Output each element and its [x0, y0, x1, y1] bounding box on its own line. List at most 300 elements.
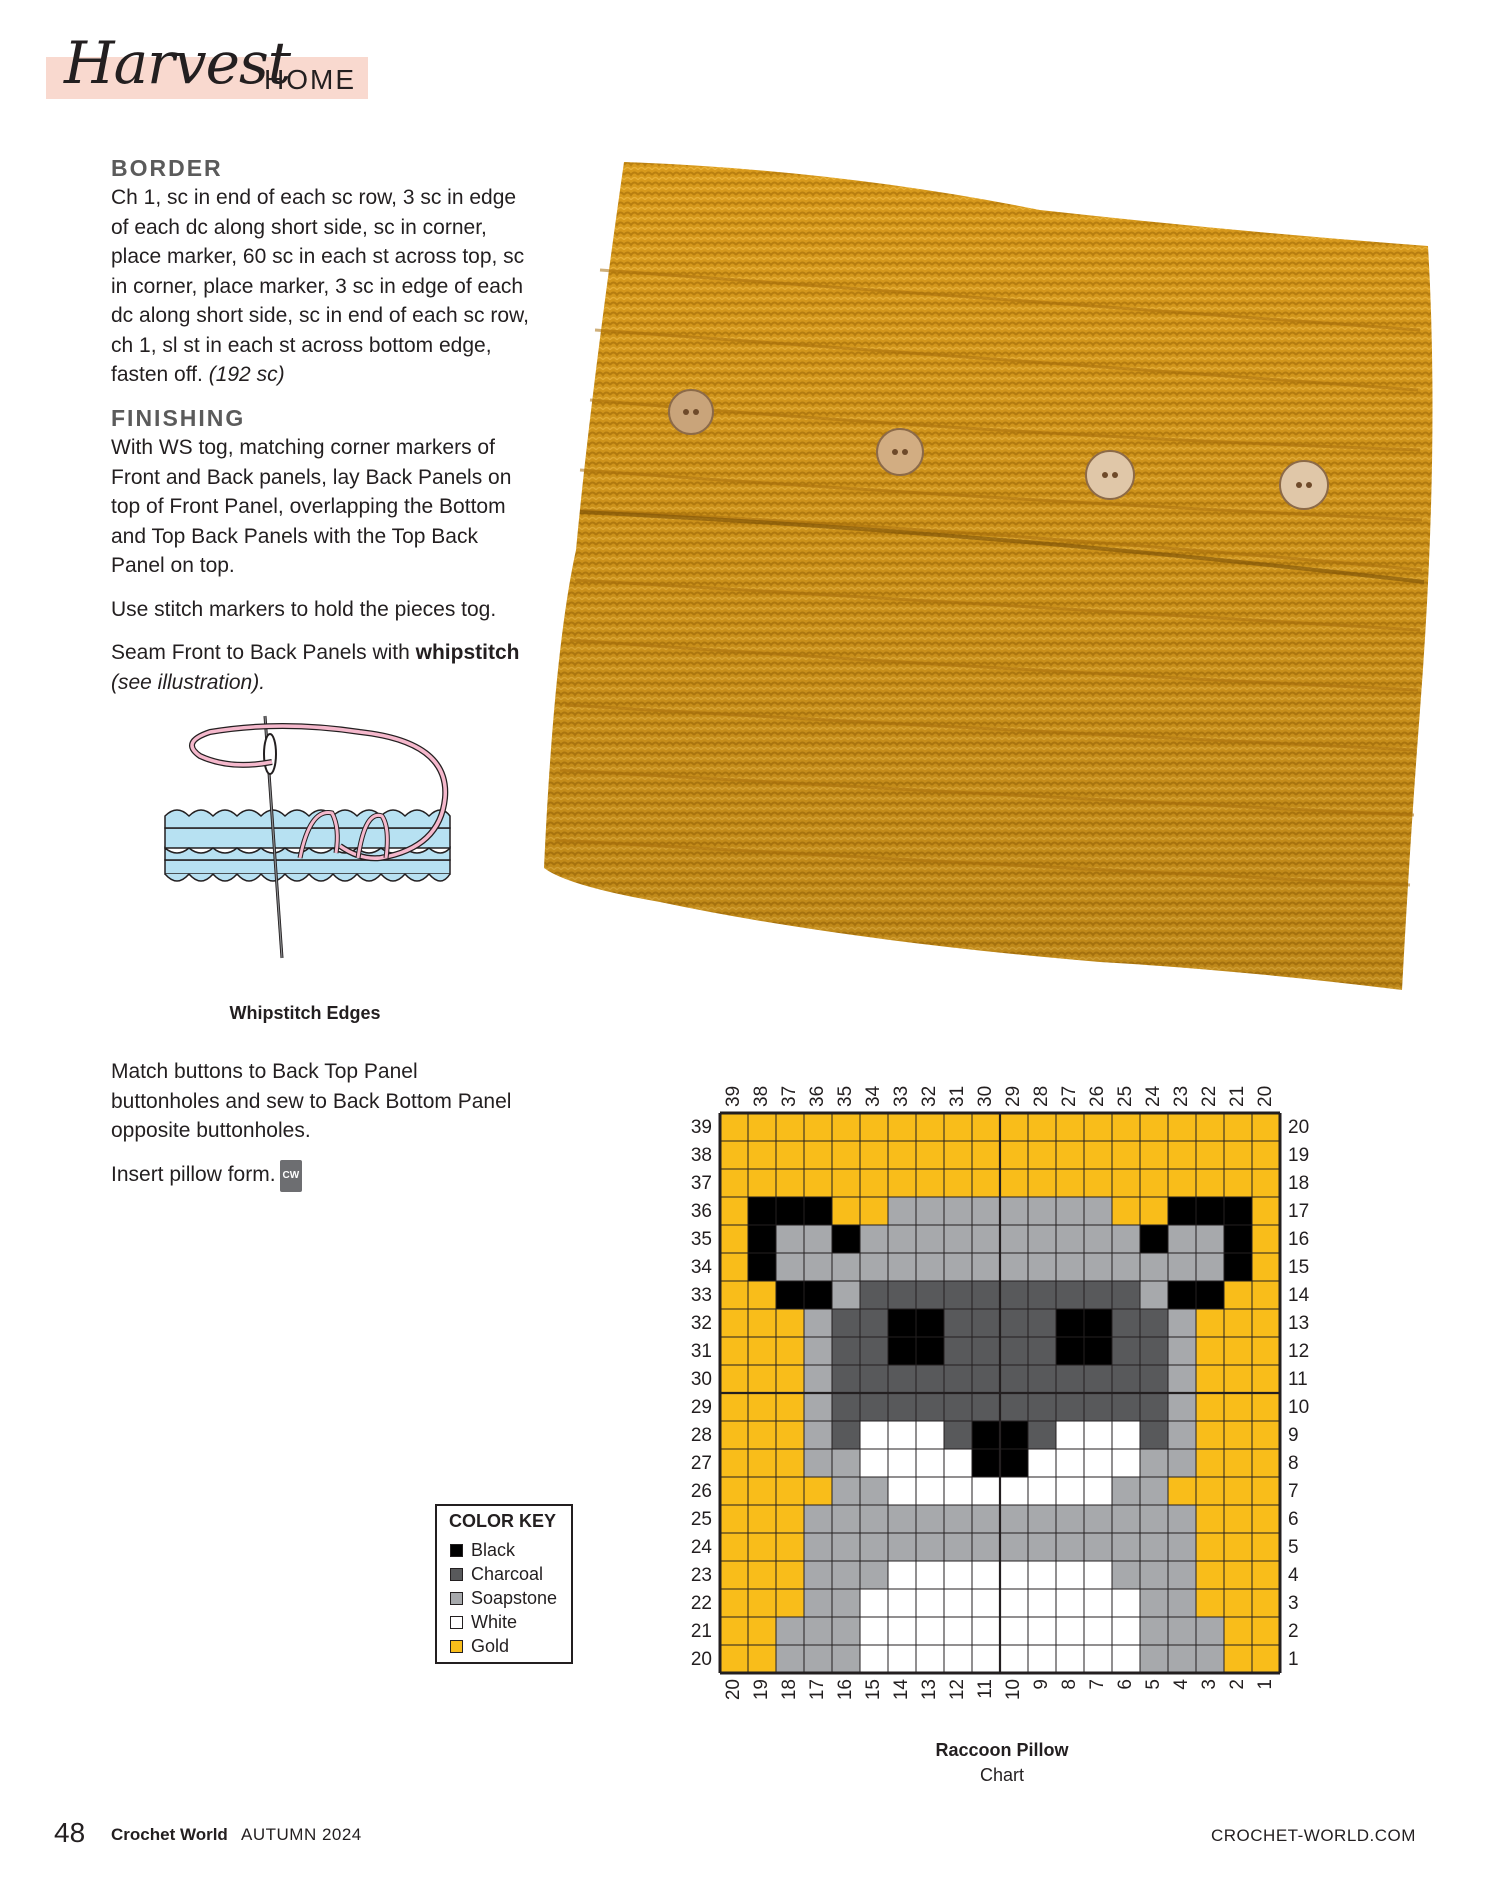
- chart-col-label-top: 27: [1059, 1085, 1081, 1107]
- chart-cell: [776, 1617, 804, 1645]
- color-key-item-white: [450, 1610, 517, 1634]
- chart-cell: [888, 1421, 916, 1449]
- chart-cell: [1168, 1141, 1196, 1169]
- chart-cell: [1196, 1281, 1224, 1309]
- chart-row-label-left: 34: [690, 1257, 712, 1279]
- chart-row-label-left: 37: [690, 1173, 712, 1195]
- chart-cell: [1252, 1393, 1280, 1421]
- chart-cell: [1028, 1253, 1056, 1281]
- chart-cell: [1196, 1337, 1224, 1365]
- chart-cell: [1112, 1281, 1140, 1309]
- chart-cell: [1000, 1225, 1028, 1253]
- chart-cell: [832, 1309, 860, 1337]
- finishing-heading: FINISHING: [111, 405, 246, 431]
- chart-cell: [720, 1309, 748, 1337]
- chart-cell: [1084, 1393, 1112, 1421]
- chart-cell: [776, 1169, 804, 1197]
- chart-cell: [776, 1421, 804, 1449]
- chart-cell: [832, 1225, 860, 1253]
- chart-cell: [972, 1533, 1000, 1561]
- chart-row-label-left: 20: [690, 1649, 712, 1671]
- chart-cell: [804, 1421, 832, 1449]
- chart-cell: [776, 1533, 804, 1561]
- chart-cell: [1168, 1561, 1196, 1589]
- chart-row-label-right: 15: [1288, 1257, 1310, 1279]
- chart-cell: [860, 1253, 888, 1281]
- color-key-item-gold: [450, 1634, 509, 1658]
- section-title-home: HOME: [264, 64, 356, 95]
- chart-cell: [776, 1113, 804, 1141]
- chart-cell: [1056, 1225, 1084, 1253]
- chart-cell: [776, 1225, 804, 1253]
- chart-cell: [1224, 1337, 1252, 1365]
- chart-col-label-top: 28: [1031, 1085, 1053, 1107]
- chart-cell: [860, 1477, 888, 1505]
- chart-cell: [860, 1393, 888, 1421]
- chart-col-label-top: 38: [751, 1085, 773, 1107]
- chart-cell: [1196, 1645, 1224, 1673]
- chart-cell: [1252, 1281, 1280, 1309]
- chart-cell: [776, 1141, 804, 1169]
- chart-cell: [916, 1421, 944, 1449]
- chart-cell: [888, 1561, 916, 1589]
- chart-cell: [1112, 1421, 1140, 1449]
- chart-cell: [748, 1365, 776, 1393]
- chart-cell: [944, 1505, 972, 1533]
- chart-cell: [972, 1365, 1000, 1393]
- chart-cell: [916, 1477, 944, 1505]
- chart-cell: [944, 1617, 972, 1645]
- chart-cell: [832, 1169, 860, 1197]
- chart-cell: [944, 1589, 972, 1617]
- chart-cell: [1056, 1253, 1084, 1281]
- chart-row-label-left: 35: [690, 1229, 712, 1251]
- chart-cell: [832, 1421, 860, 1449]
- chart-cell: [776, 1281, 804, 1309]
- chart-cell: [1028, 1477, 1056, 1505]
- chart-cell: [832, 1141, 860, 1169]
- chart-row-label-right: 19: [1288, 1145, 1310, 1167]
- chart-cell: [1000, 1141, 1028, 1169]
- chart-col-label-bottom: 10: [1003, 1679, 1025, 1701]
- chart-cell: [748, 1617, 776, 1645]
- chart-cell: [944, 1141, 972, 1169]
- chart-row-label-right: 8: [1288, 1453, 1299, 1475]
- chart-cell: [1252, 1169, 1280, 1197]
- chart-title: Raccoon Pillow: [935, 1740, 1069, 1760]
- chart-cell: [1224, 1141, 1252, 1169]
- chart-col-label-top: 36: [807, 1085, 829, 1107]
- chart-row-label-right: 12: [1288, 1341, 1310, 1363]
- chart-cell: [1252, 1197, 1280, 1225]
- chart-cell: [832, 1589, 860, 1617]
- chart-cell: [748, 1421, 776, 1449]
- chart-cell: [1056, 1533, 1084, 1561]
- chart-cell: [804, 1281, 832, 1309]
- chart-cell: [1056, 1309, 1084, 1337]
- chart-cell: [804, 1197, 832, 1225]
- chart-cell: [1112, 1645, 1140, 1673]
- chart-cell: [916, 1505, 944, 1533]
- chart-row-label-right: 6: [1288, 1509, 1299, 1531]
- chart-cell: [1084, 1309, 1112, 1337]
- chart-cell: [972, 1225, 1000, 1253]
- chart-cell: [804, 1393, 832, 1421]
- chart-cell: [1084, 1533, 1112, 1561]
- chart-cell: [720, 1393, 748, 1421]
- chart-cell: [1000, 1477, 1028, 1505]
- chart-cell: [776, 1645, 804, 1673]
- chart-cell: [1224, 1225, 1252, 1253]
- chart-cell: [1056, 1169, 1084, 1197]
- chart-cell: [1084, 1169, 1112, 1197]
- chart-cell: [1000, 1421, 1028, 1449]
- chart-cell: [860, 1365, 888, 1393]
- chart-cell: [1112, 1169, 1140, 1197]
- chart-row-label-left: 39: [690, 1117, 712, 1139]
- chart-cell: [944, 1365, 972, 1393]
- chart-cell: [748, 1505, 776, 1533]
- chart-cell: [1084, 1197, 1112, 1225]
- chart-subtitle: Chart: [979, 1765, 1024, 1785]
- chart-cell: [1028, 1169, 1056, 1197]
- chart-cell: [944, 1197, 972, 1225]
- chart-col-label-bottom: 4: [1171, 1679, 1193, 1690]
- finishing-paragraph-1: With WS tog, matching corner markers of Front and Back panels, lay Back Panels on top of Front Panel, overlapping the Bottom and Top Back Panels with the Top Back Panel on top.: [111, 436, 512, 577]
- color-key-label: Gold: [471, 1635, 510, 1656]
- chart-cell: [1000, 1393, 1028, 1421]
- chart-cell: [888, 1253, 916, 1281]
- chart-cell: [1140, 1113, 1168, 1141]
- chart-cell: [832, 1113, 860, 1141]
- chart-cell: [804, 1645, 832, 1673]
- chart-cell: [1140, 1309, 1168, 1337]
- chart-cell: [1056, 1645, 1084, 1673]
- chart-col-label-top: 30: [975, 1085, 997, 1107]
- chart-cell: [748, 1197, 776, 1225]
- chart-cell: [1140, 1533, 1168, 1561]
- chart-cell: [1056, 1365, 1084, 1393]
- chart-cell: [1000, 1505, 1028, 1533]
- website-url: CROCHET-WORLD.COM: [1211, 1826, 1416, 1845]
- chart-cell: [1028, 1449, 1056, 1477]
- chart-row-label-right: 4: [1288, 1565, 1299, 1587]
- chart-cell: [1112, 1533, 1140, 1561]
- chart-cell: [1140, 1477, 1168, 1505]
- chart-cell: [1196, 1393, 1224, 1421]
- chart-cell: [972, 1197, 1000, 1225]
- chart-col-label-bottom: 17: [807, 1679, 829, 1701]
- finishing-paragraph-3: [111, 638, 531, 697]
- chart-cell: [1252, 1533, 1280, 1561]
- chart-cell: [1084, 1337, 1112, 1365]
- chart-cell: [1112, 1113, 1140, 1141]
- chart-cell: [916, 1225, 944, 1253]
- chart-cell: [860, 1561, 888, 1589]
- chart-cell: [860, 1113, 888, 1141]
- finishing-paragraph-5: [111, 1160, 531, 1192]
- chart-col-label-top: 24: [1143, 1085, 1165, 1107]
- chart-cell: [888, 1309, 916, 1337]
- chart-cell: [944, 1281, 972, 1309]
- chart-col-label-top: 21: [1227, 1085, 1249, 1107]
- chart-cell: [804, 1449, 832, 1477]
- chart-cell: [804, 1589, 832, 1617]
- chart-cell: [1252, 1141, 1280, 1169]
- chart-cell: [1140, 1281, 1168, 1309]
- chart-row-label-left: 31: [690, 1341, 712, 1363]
- chart-cell: [888, 1533, 916, 1561]
- page-number: 48: [54, 1817, 86, 1848]
- chart-cell: [832, 1561, 860, 1589]
- chart-cell: [776, 1309, 804, 1337]
- chart-cell: [832, 1645, 860, 1673]
- chart-col-label-bottom: 13: [919, 1679, 941, 1701]
- chart-cell: [720, 1449, 748, 1477]
- chart-cell: [1112, 1477, 1140, 1505]
- chart-cell: [888, 1197, 916, 1225]
- chart-cell: [944, 1393, 972, 1421]
- chart-cell: [916, 1169, 944, 1197]
- chart-cell: [1224, 1561, 1252, 1589]
- chart-row-label-right: 16: [1288, 1229, 1310, 1251]
- chart-cell: [1140, 1197, 1168, 1225]
- chart-cell: [1112, 1309, 1140, 1337]
- chart-cell: [832, 1281, 860, 1309]
- chart-cell: [1196, 1561, 1224, 1589]
- chart-row-label-right: 10: [1288, 1397, 1310, 1419]
- chart-cell: [776, 1589, 804, 1617]
- chart-cell: [1252, 1617, 1280, 1645]
- chart-cell: [860, 1645, 888, 1673]
- chart-cell: [1028, 1589, 1056, 1617]
- chart-cell: [1112, 1617, 1140, 1645]
- chart-cell: [916, 1281, 944, 1309]
- chart-cell: [832, 1449, 860, 1477]
- chart-row-label-right: 14: [1288, 1285, 1310, 1307]
- chart-cell: [776, 1365, 804, 1393]
- chart-cell: [748, 1113, 776, 1141]
- chart-cell: [1196, 1365, 1224, 1393]
- chart-cell: [972, 1617, 1000, 1645]
- chart-cell: [1140, 1505, 1168, 1533]
- chart-cell: [804, 1169, 832, 1197]
- chart-row-label-right: 5: [1288, 1537, 1299, 1559]
- chart-cell: [1140, 1169, 1168, 1197]
- chart-cell: [720, 1337, 748, 1365]
- chart-cell: [1084, 1561, 1112, 1589]
- chart-row-label-right: 2: [1288, 1621, 1299, 1643]
- border-instructions: [111, 183, 531, 390]
- chart-col-label-top: 22: [1199, 1085, 1221, 1107]
- chart-col-label-bottom: 20: [723, 1679, 745, 1701]
- chart-cell: [1140, 1365, 1168, 1393]
- finishing-paragraph-2: Use stitch markers to hold the pieces tog.: [111, 598, 497, 621]
- chart-cell: [1084, 1617, 1112, 1645]
- chart-cell: [832, 1197, 860, 1225]
- chart-col-label-top: 29: [1003, 1085, 1025, 1107]
- chart-cell: [1000, 1169, 1028, 1197]
- chart-cell: [944, 1113, 972, 1141]
- chart-cell: [916, 1533, 944, 1561]
- chart-cell: [1196, 1505, 1224, 1533]
- color-key: [435, 1504, 573, 1664]
- chart-cell: [804, 1113, 832, 1141]
- chart-col-label-bottom: 2: [1227, 1679, 1249, 1690]
- chart-cell: [1252, 1505, 1280, 1533]
- chart-cell: [1140, 1617, 1168, 1645]
- chart-gridlines: [720, 1113, 1280, 1673]
- chart-cell: [1112, 1141, 1140, 1169]
- color-key-label: Charcoal: [471, 1563, 544, 1584]
- chart-cell: [720, 1645, 748, 1673]
- chart-cell: [916, 1393, 944, 1421]
- chart-cell: [1028, 1197, 1056, 1225]
- chart-cell: [720, 1281, 748, 1309]
- chart-cell: [804, 1533, 832, 1561]
- chart-col-label-top: 37: [779, 1085, 801, 1107]
- chart-cell: [944, 1253, 972, 1281]
- chart-cell: [972, 1281, 1000, 1309]
- chart-cell: [1140, 1253, 1168, 1281]
- seam-text: Seam Front to Back Panels with: [111, 641, 416, 664]
- chart-cell: [1224, 1281, 1252, 1309]
- chart-cell: [888, 1169, 916, 1197]
- chart-cell: [888, 1113, 916, 1141]
- chart-col-label-top: 39: [723, 1085, 745, 1107]
- swatch-gold: [450, 1640, 463, 1653]
- chart-cell: [916, 1589, 944, 1617]
- chart-cell: [1028, 1337, 1056, 1365]
- swatch-black: [450, 1544, 463, 1557]
- chart-cell: [916, 1337, 944, 1365]
- chart-cell: [860, 1281, 888, 1309]
- chart-cell: [1140, 1393, 1168, 1421]
- chart-cell: [1168, 1393, 1196, 1421]
- chart-cell: [1196, 1533, 1224, 1561]
- chart-cell: [748, 1561, 776, 1589]
- chart-cell: [804, 1477, 832, 1505]
- chart-cell: [804, 1337, 832, 1365]
- chart-cell: [1140, 1645, 1168, 1673]
- chart-cell: [1252, 1113, 1280, 1141]
- chart-cell: [1140, 1421, 1168, 1449]
- chart-cell: [1056, 1141, 1084, 1169]
- magazine-name: Crochet World: [111, 1825, 228, 1844]
- chart-cell: [804, 1505, 832, 1533]
- chart-cell: [1196, 1477, 1224, 1505]
- chart-cell: [1084, 1449, 1112, 1477]
- chart-cell: [1168, 1253, 1196, 1281]
- insert-pillow-text: Insert pillow form.: [111, 1163, 276, 1186]
- chart-cell: [720, 1141, 748, 1169]
- chart-cell: [1000, 1337, 1028, 1365]
- chart-cell: [1084, 1365, 1112, 1393]
- chart-cell: [720, 1253, 748, 1281]
- chart-cell: [1196, 1141, 1224, 1169]
- chart-cell: [944, 1477, 972, 1505]
- chart-col-label-top: 33: [891, 1085, 913, 1107]
- chart-cell: [1028, 1309, 1056, 1337]
- chart-col-label-bottom: 1: [1255, 1679, 1277, 1690]
- chart-cell: [1028, 1561, 1056, 1589]
- chart-cell: [916, 1617, 944, 1645]
- chart-cell: [1140, 1337, 1168, 1365]
- chart-row-label-left: 25: [690, 1509, 712, 1531]
- chart-col-label-bottom: 11: [975, 1679, 997, 1699]
- chart-cell: [860, 1505, 888, 1533]
- chart-cell: [832, 1337, 860, 1365]
- chart-cell: [860, 1589, 888, 1617]
- chart-cell: [1112, 1337, 1140, 1365]
- chart-cell: [916, 1197, 944, 1225]
- chart-cell: [1224, 1533, 1252, 1561]
- chart-col-label-bottom: 6: [1115, 1679, 1137, 1690]
- chart-row-label-right: 18: [1288, 1173, 1310, 1195]
- chart-cell: [1224, 1393, 1252, 1421]
- chart-cell: [1000, 1561, 1028, 1589]
- chart-cell: [1000, 1533, 1028, 1561]
- chart-cell: [1168, 1365, 1196, 1393]
- chart-cell: [1112, 1253, 1140, 1281]
- section-title-script: Harvest: [64, 29, 291, 97]
- chart-col-label-bottom: 7: [1087, 1679, 1109, 1690]
- chart-cell: [1056, 1337, 1084, 1365]
- chart-cell: [720, 1505, 748, 1533]
- chart-cell: [720, 1589, 748, 1617]
- chart-cell: [1168, 1617, 1196, 1645]
- color-key-label: White: [471, 1611, 518, 1632]
- chart-cell: [860, 1169, 888, 1197]
- chart-cell: [1140, 1561, 1168, 1589]
- chart-cell: [720, 1225, 748, 1253]
- chart-cell: [1168, 1449, 1196, 1477]
- chart-col-label-bottom: 15: [863, 1679, 885, 1701]
- chart-cell: [888, 1365, 916, 1393]
- chart-cell: [1028, 1645, 1056, 1673]
- chart-cell: [972, 1337, 1000, 1365]
- chart-cell: [1196, 1113, 1224, 1141]
- chart-cell: [972, 1253, 1000, 1281]
- chart-cell: [748, 1449, 776, 1477]
- chart-cell: [776, 1337, 804, 1365]
- chart-cell: [916, 1561, 944, 1589]
- chart-col-label-bottom: 8: [1059, 1679, 1081, 1690]
- chart-cell: [1028, 1113, 1056, 1141]
- chart-cell: [972, 1421, 1000, 1449]
- chart-row-label-left: 21: [690, 1621, 712, 1643]
- chart-cell: [1168, 1337, 1196, 1365]
- color-key-item-black: [450, 1538, 515, 1562]
- chart-cell: [1056, 1449, 1084, 1477]
- chart-cell: [1056, 1589, 1084, 1617]
- chart-col-label-top: 23: [1171, 1085, 1193, 1107]
- chart-cell: [888, 1617, 916, 1645]
- chart-cell: [1028, 1225, 1056, 1253]
- chart-cell: [1252, 1365, 1280, 1393]
- chart-cell: [748, 1477, 776, 1505]
- chart-cell: [1224, 1617, 1252, 1645]
- chart-cell: [1224, 1589, 1252, 1617]
- chart-row-label-right: 20: [1288, 1117, 1310, 1139]
- chart-cell: [888, 1589, 916, 1617]
- chart-cell: [1056, 1281, 1084, 1309]
- chart-cell: [1196, 1449, 1224, 1477]
- chart-col-label-top: 32: [919, 1085, 941, 1107]
- chart-cell: [1140, 1225, 1168, 1253]
- chart-row-label-left: 30: [690, 1369, 712, 1391]
- chart-cell: [1084, 1281, 1112, 1309]
